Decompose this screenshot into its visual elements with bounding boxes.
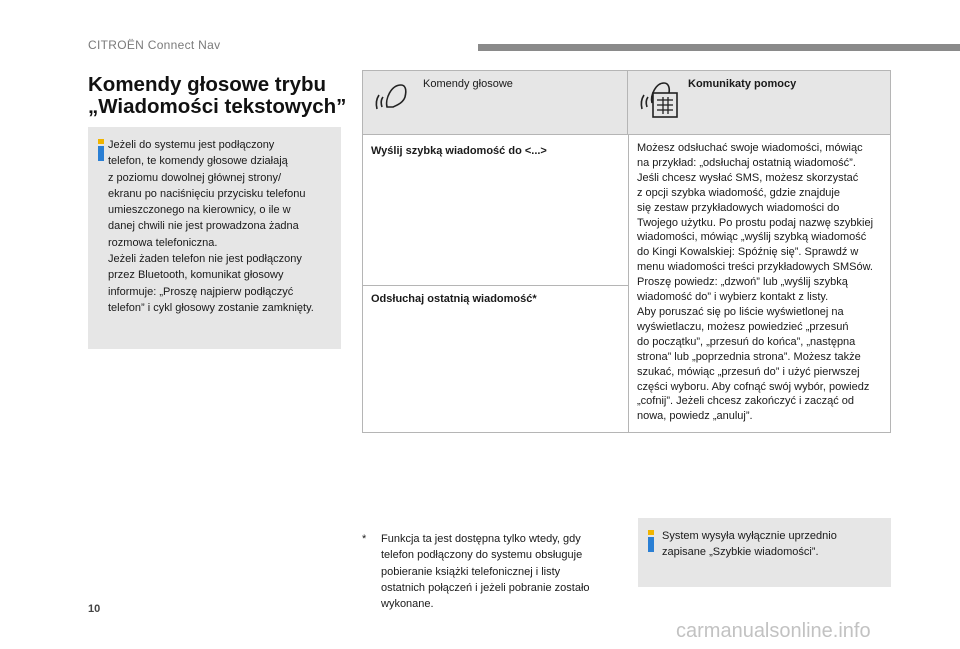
command-listen-last-message: Odsłuchaj ostatnią wiadomość* [371,293,537,305]
info-icon [98,139,104,161]
help-message-icon [638,79,682,121]
footnote-text: Funkcja ta jest dostępna tylko wtedy, gdy telefon podłączony do systemu obsługuje pobieranie książki telefonicznej i listy ostatnich połączeń i jeżeli pobranie zostało wykonane. [381,533,590,611]
footnote-mark: * [362,533,367,545]
table-divider [363,134,890,135]
table-header-help-label: Komunikaty pomocy [688,78,797,90]
voice-commands-table [362,70,891,433]
info-text: Jeżeli do systemu jest podłączony telefon, te komendy głosowe działają z poziomu dowolnej głównej strony/ ekranu po naciśnięciu przycisku telefonu umieszczonego na kierownicy, o ile w danej chwili nie jest prowadzona żadna rozmowa telefoniczna. Jeżeli żaden telefon nie jest podłączony przez Bluetooth, komunikat głosowy informuje: „Proszę najpierw podłączyć telefon” i cykl głosowy zostanie zamknięty. [108,139,314,314]
info-text-quick-messages: System wysyła wyłącznie uprzednio zapisane „Szybkie wiadomości”. [662,530,837,559]
header-bar [478,44,960,51]
table-header-commands-label: Komendy głosowe [423,78,513,90]
voice-command-icon [373,79,409,111]
info-box [88,127,341,349]
help-message-text: Możesz odsłuchać swoje wiadomości, mówiąc na przykład: „odsłuchaj ostatnią wiadomość”. Jeśli chcesz wysłać SMS, możesz skorzystać z opcji szybka wiadomość, gdzie znajduje się zestaw przykładowych wiadomości do Twojego użytku. Po prostu podaj nazwę szybkiej wiadomości, mówiąc „wyślij szybką wiadomość do Kingi Kowalskiej: Spóźnię się”. Sprawdź w menu wiadomości treści przykładowych SMSów. Proszę powiedz: „dzwoń” lub „wyślij szybką wiadomość do” i wybierz kontakt z listy. Aby poruszać się po liście wyświetlonej na wyświetlaczu, możesz powiedzieć „przesuń do początku”, „przesuń do końca”, „następna strona” lub „poprzednia strona”. Możesz także szukać, mówiąc „przesuń do” i użyć pierwszej części wyboru. Aby cofnąć swój wybór, powiedz „cofnij”. Jeżeli chcesz zakończyć i zacząć od nowa, powiedz „anuluj”. [637,142,874,423]
table-row-divider [363,285,628,286]
command-send-quick-message: Wyślij szybką wiadomość do <...> [371,145,547,157]
watermark: carmanualsonline.info [676,620,871,642]
section-title: Komendy głosowe trybu „Wiadomości tekstowych” [88,73,347,118]
info-icon [648,530,654,552]
table-header-commands [363,71,628,134]
info-box-quick-messages [638,518,891,587]
page-number: 10 [88,603,101,615]
table-column-divider [628,134,629,432]
table-header-help [628,71,890,134]
document-header-title: CITROËN Connect Nav [88,38,221,52]
